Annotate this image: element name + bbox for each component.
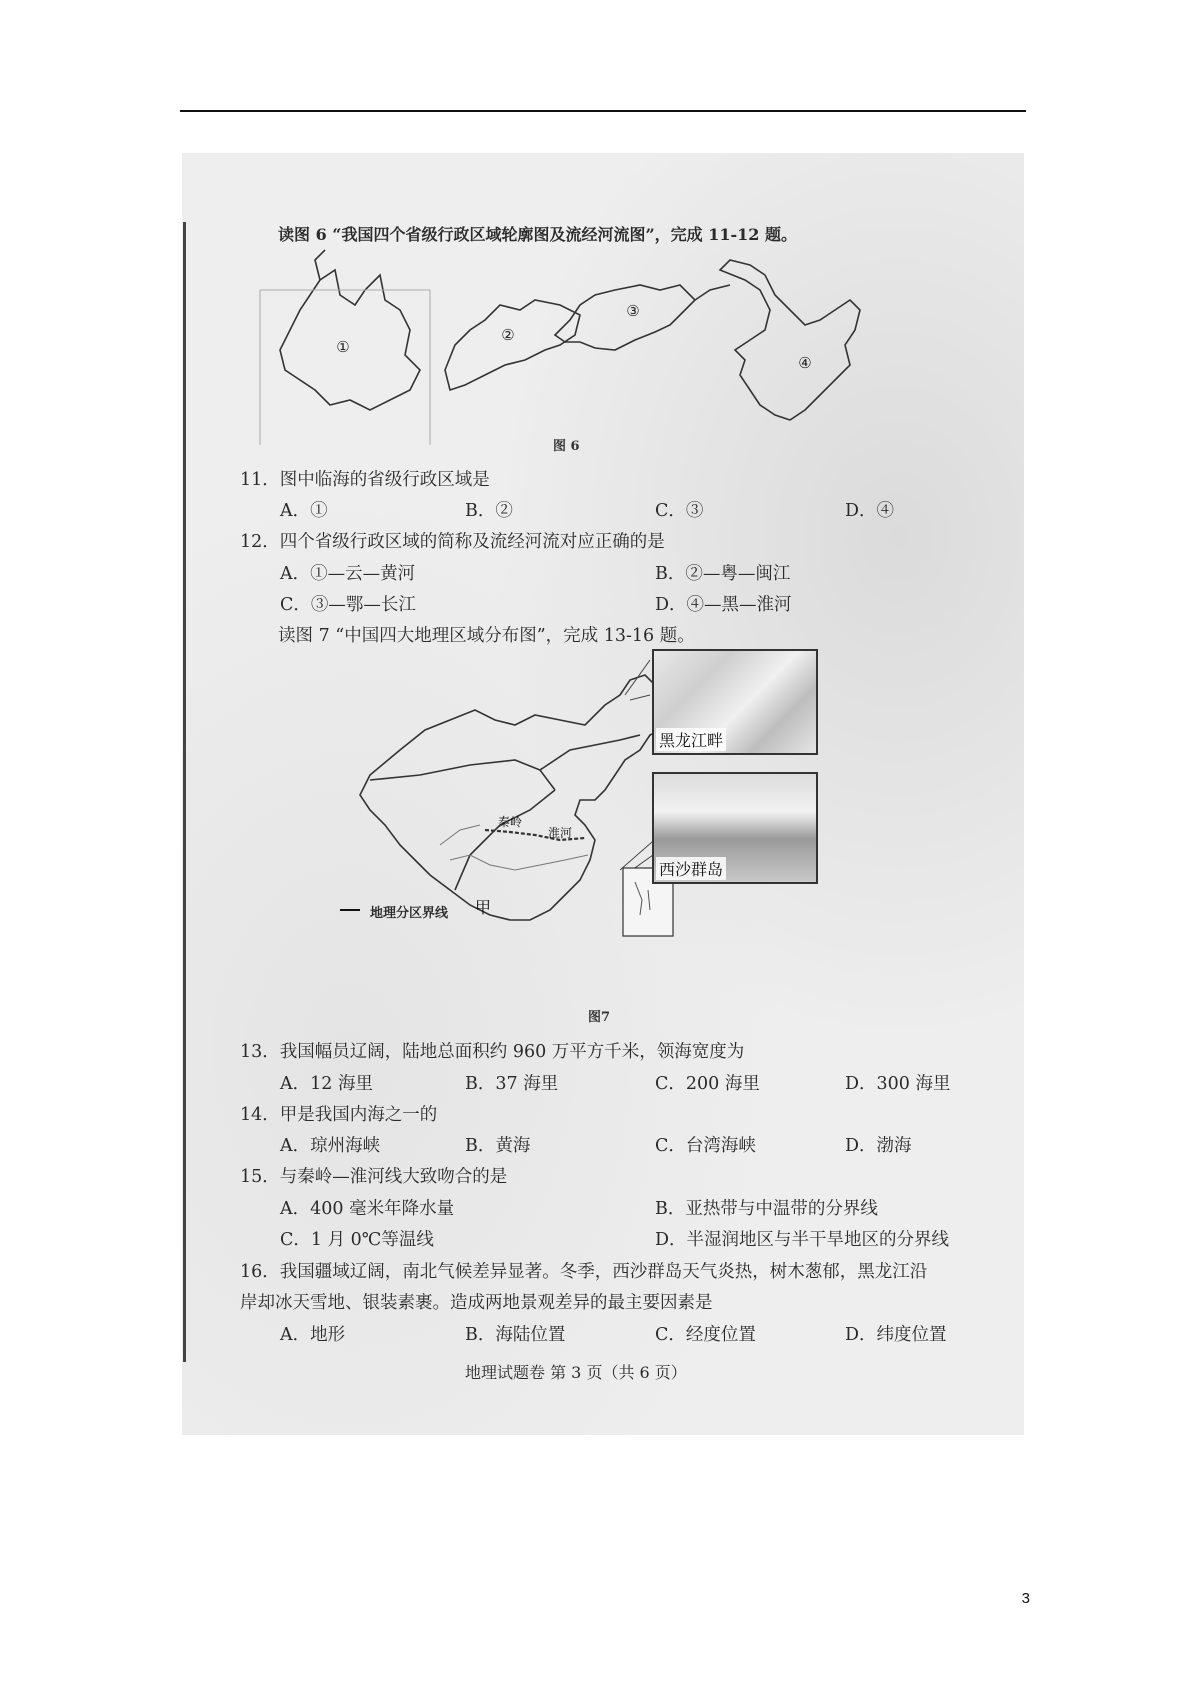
division-line-3	[455, 790, 555, 890]
q14-option-d: D．渤海	[845, 1136, 912, 1156]
region-4-outline	[720, 260, 860, 420]
q13-option-d: D．300 海里	[845, 1074, 951, 1094]
q12-option-c: C．③—鄂—长江	[280, 595, 416, 615]
photo-xisha	[652, 772, 818, 884]
q11-option-c: C．③	[655, 501, 704, 521]
photo-heilongjiang-label: 黑龙江畔	[656, 728, 726, 751]
q15-option-a: A．400 毫米年降水量	[280, 1199, 455, 1219]
photo-heilongjiang	[652, 649, 818, 755]
division-line-1	[370, 760, 555, 790]
q15-option-b: B．亚热带与中温带的分界线	[655, 1199, 878, 1219]
division-line-2	[540, 735, 640, 770]
top-rule	[180, 110, 1026, 112]
q12-option-b: B．②—粤—闽江	[655, 564, 791, 584]
q14-option-b: B．黄海	[465, 1136, 531, 1156]
figure-6-caption: 图 6	[553, 439, 580, 454]
q12-option-a: A．①—云—黄河	[280, 564, 416, 584]
legend-label: 地理分区界线	[370, 906, 449, 921]
q11-option-d: D．④	[845, 501, 895, 521]
region-1-label: ①	[336, 338, 350, 356]
jia-label: 甲	[475, 898, 492, 917]
region-3-outline	[555, 285, 695, 350]
exam-footer: 地理试题卷 第 3 页（共 6 页）	[465, 1363, 687, 1382]
q13-stem: 13．我国幅员辽阔，陆地总面积约 960 万平方千米，领海宽度为	[240, 1042, 745, 1062]
q16-option-c: C．经度位置	[655, 1325, 756, 1345]
figure-6-map	[260, 250, 920, 460]
scan-left-rule	[183, 222, 186, 1362]
q11-stem: 11．图中临海的省级行政区域是	[240, 470, 490, 490]
q13-option-a: A．12 海里	[280, 1074, 373, 1094]
region-4-label: ④	[798, 354, 812, 372]
region-2-label: ②	[501, 326, 515, 344]
region-3-label: ③	[626, 302, 640, 320]
q13-option-c: C．200 海里	[655, 1074, 760, 1094]
q15-option-d: D．半湿润地区与半干旱地区的分界线	[655, 1230, 950, 1250]
q16-option-d: D．纬度位置	[845, 1325, 947, 1345]
page-number: 3	[1021, 1590, 1030, 1607]
intro-fig7: 读图 7 “中国四大地理区域分布图”，完成 13-16 题。	[278, 626, 695, 646]
q14-option-a: A．琼州海峡	[280, 1136, 381, 1156]
q16-stem-line1: 16．我国疆域辽阔，南北气候差异显著。冬季，西沙群岛天气炎热，树木葱郁，黑龙江沿	[240, 1262, 928, 1282]
q16-option-b: B．海陆位置	[465, 1325, 566, 1345]
q14-option-c: C．台湾海峡	[655, 1136, 756, 1156]
q11-option-a: A．①	[280, 501, 328, 521]
q12-stem: 12．四个省级行政区域的简称及流经河流对应正确的是	[240, 532, 665, 552]
q15-option-c: C．1 月 0℃等温线	[280, 1230, 434, 1250]
photo-xisha-label: 西沙群岛	[656, 857, 726, 880]
figure-7-caption: 图7	[588, 1010, 611, 1025]
qinling-label: 秦岭	[498, 815, 523, 829]
q16-stem-line2: 岸却冰天雪地、银装素裹。造成两地景观差异的最主要因素是	[240, 1293, 713, 1313]
region-2-outline	[445, 300, 580, 390]
q12-option-d: D．④—黑—淮河	[655, 595, 792, 615]
region-1-outline	[280, 270, 420, 410]
intro-fig6: 读图 6 “我国四个省级行政区域轮廓图及流经河流图”，完成 11-12 题。	[278, 225, 797, 244]
q14-stem: 14．甲是我国内海之一的	[240, 1105, 438, 1125]
q16-option-a: A．地形	[280, 1325, 346, 1345]
q13-option-b: B．37 海里	[465, 1074, 559, 1094]
q11-option-b: B．②	[465, 501, 513, 521]
huaihe-label: 淮河	[548, 826, 573, 840]
q15-stem: 15．与秦岭—淮河线大致吻合的是	[240, 1167, 508, 1187]
